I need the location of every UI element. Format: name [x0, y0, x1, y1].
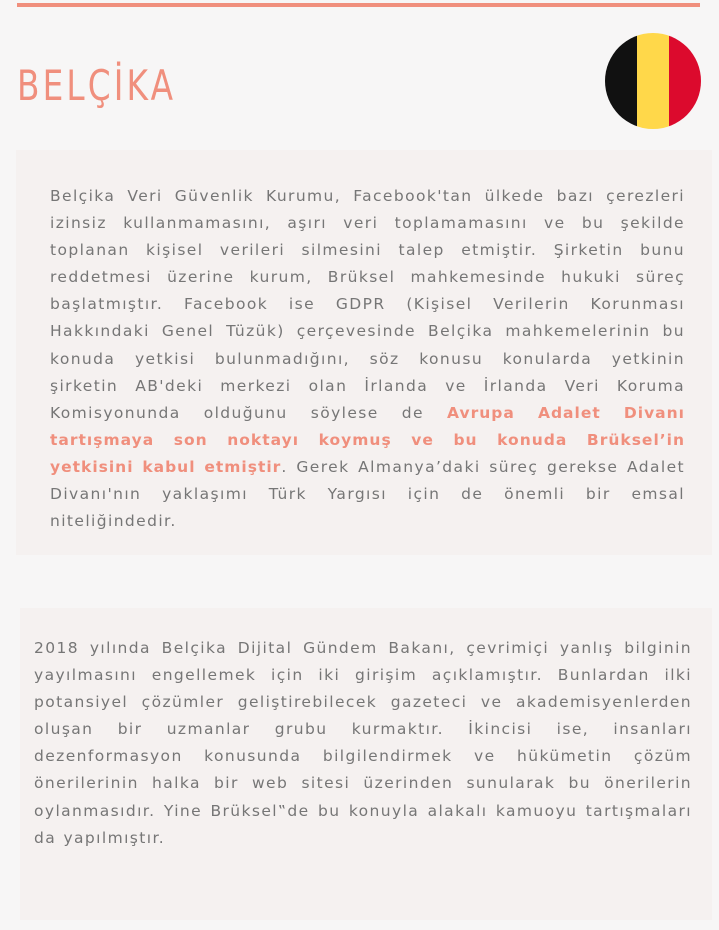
- paragraph-text-before: Belçika Veri Güvenlik Kurumu, Facebook'tan ülkede bazı çerezleri izinsiz kullanmamasını, aşırı veri toplamamasını ve bu şekilde toplanan kişisel verileri silmesini talep etmiştir. Şirketin bunu reddetmesi üzerine kurum, Brüksel mahkemesinde hukuki süreç başlatmıştır. Facebook ise GDPR (Kişisel Verilerin Korunması Hakkındaki Genel Tüzük) çerçevesinde Belçika mahkemelerinin bu konuda yetkisi bulunmadığını, söz konusu konularda yetkinin şirketin AB'deki merkezi olan İrlanda ve İrlanda Veri Koruma Komisyonunda olduğunu söylese de: [50, 187, 685, 422]
- belgium-privacy-section: [16, 150, 712, 555]
- page-title: BELÇİKA: [17, 61, 177, 110]
- flag-stripe-yellow: [637, 33, 669, 129]
- flag-stripe-black: [605, 33, 637, 129]
- belgium-disinformation-paragraph: 2018 yılında Belçika Dijital Gündem Bakanı, çevrimiçi yanlış bilginin yayılmasını engellemek için iki girişim açıklamıştır. Bunlardan ilki potansiyel çözümler geliştirebilecek gazeteci ve akademisyenlerden oluşan bir uzmanlar grubu kurmaktır. İkincisi ise, insanları dezenformasyon konusunda bilgilendirmek ve hükümetin çözüm önerilerinin halka bir web sitesi üzerinden sunularak bu önerilerin oylanmasıdır. Yine Brüksel‟de bu konuyla alakalı kamuoyu tartışmaları da yapılmıştır.: [34, 639, 692, 847]
- paragraph-text-after: . Gerek Almanya’daki süreç gerekse Adalet Divanı'nın yaklaşımı Türk Yargısı için de önemli bir emsal niteliğindedir.: [50, 457, 685, 531]
- top-divider: [17, 3, 700, 7]
- belgium-flag-icon: [605, 33, 701, 129]
- highlighted-statement: Avrupa Adalet Divanı tartışmaya son noktayı koymuş ve bu konuda Brüksel’in yetkisini kabul etmiştir: [50, 403, 685, 476]
- belgium-disinformation-section: [20, 608, 712, 920]
- flag-stripe-red: [669, 33, 701, 129]
- belgium-privacy-paragraph: [50, 183, 685, 535]
